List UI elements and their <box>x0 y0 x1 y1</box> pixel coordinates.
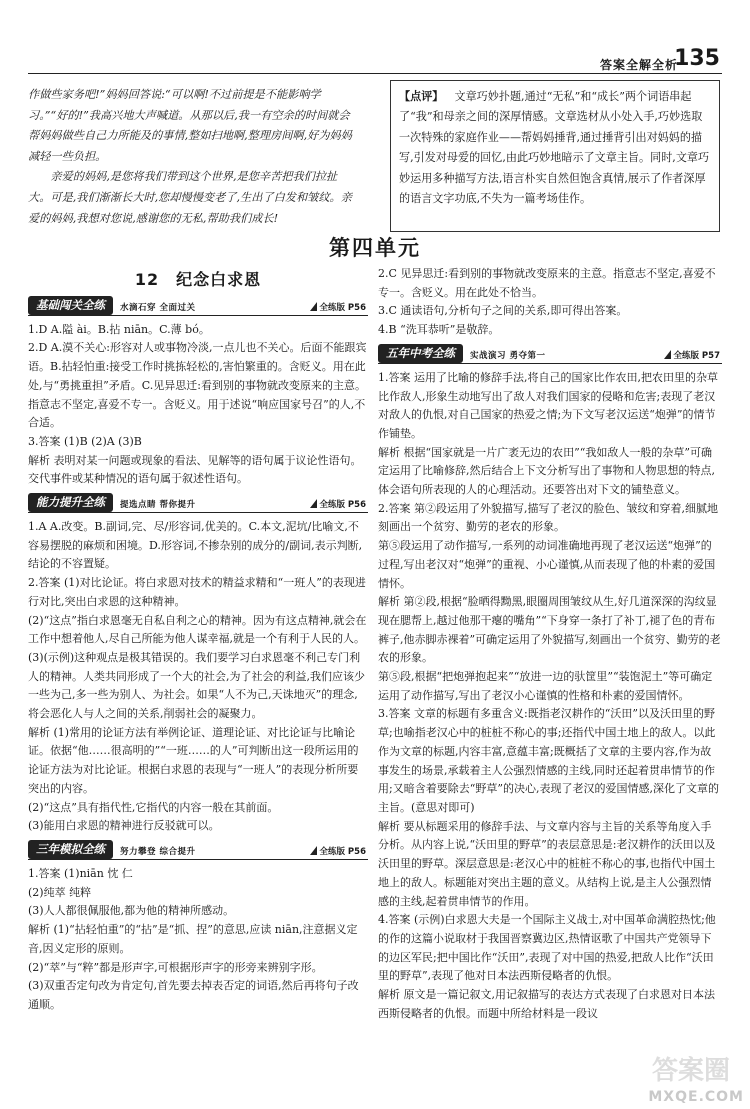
answer-item: 1.A A.改变。B.副词,完、尽/形容词,优美的。C.本文,泥坑/比喻文,不容易摆脱的麻烦和困境。D.形容词,不掺杂别的成分的/副词,表示判断,结论的不容置疑。 <box>28 520 363 571</box>
essay-continuation <box>28 85 356 229</box>
watermark-logo: 答案圈 <box>651 1056 730 1086</box>
watermark-site: MXQE.COM <box>648 1089 744 1105</box>
answer-item: (2)“这点”具有指代性,它指代的内容一般在其前面。 <box>28 800 279 814</box>
lesson-title <box>28 271 368 290</box>
section-banner-basic <box>28 296 368 316</box>
answer-item: (3)双重否定句改为肯定句,首先要去掉表否定的词语,然后再将句子改通顺。 <box>28 979 359 1011</box>
section-subtitle: 努力攀登 综合提升 <box>120 846 196 857</box>
answer-item: 1.答案 运用了比喻的修辞手法,将自己的国家比作农田,把农田里的杂草比作敌人,形象生动地写出了敌人对我们国家的侵略和危害;表现了老汉对敌人的仇恨,对自己国家的热爱之情;为下文写老汉运送“炮弹”的情节作铺垫。 <box>378 370 718 440</box>
answer-item: 2.C 见异思迁:看到别的事物就改变原来的主意。指意志不坚定,喜爱不专一。含贬义。用在此处不恰当。 <box>378 267 716 299</box>
section-label: 基础闯关全练 <box>28 296 113 315</box>
answer-item: 4.答案 (示例)白求恩大夫是一个国际主义战士,对中国革命满腔热忱;他的作的这篇小说取材于我国晋察冀边区,热情讴歌了中国共产党领导下的边区军民;把中国比作“沃田”,表现了对中国的热爱,把敌人比作“沃田里的野草”,表现了他对日本法西斯侵略者的仇恨。 <box>378 913 716 983</box>
section-label: 五年中考全练 <box>378 344 463 363</box>
section-banner-ability <box>28 493 368 513</box>
answer-item: 2.D A.漠不关心:形容对人或事物冷淡,一点儿也不关心。后面不能跟宾语。B.拈轻怕重:接受工作时挑拣轻松的,害怕繁重的。含贬义。用在此处,与“勇挑重担”矛盾。C.见异思迁:看到别的事物就改变原来的主意。指意志不坚定,喜爱不专一。含贬义。用于述说“响应国家号召”的人,不合适。 <box>28 341 367 430</box>
header-title: 答案全解全析 <box>599 58 678 72</box>
answer-item: (2)“这点”指白求恩毫无自私自利之心的精神。因为有这点精神,就会在工作中想着他人,尽自己所能为他人谋幸福,就是一个有利于人民的人。 <box>28 613 367 646</box>
answer-item: (2)纯萃 纯粹 <box>28 885 92 899</box>
comment-label: 【点评】 <box>399 90 444 103</box>
section-ref: 全练版 P56 <box>310 496 366 515</box>
comment-text: 文章巧妙扑题,通过“无私”和“成长”两个词语串起了“我”和母亲之间的深厚情感。文章选材从小处入手,巧妙选取一次特殊的家庭作业——帮妈妈捶背,通过捶背引出对妈妈的描写,引发对母爱的回忆,由此巧妙地暗示了文章主旨。同时,文章巧妙运用多种描写方法,语言朴实自然但饱含真情,展示了作者深厚的语言文字功底,不失为一篇考场佳作。 <box>399 90 710 206</box>
section-banner-five-year <box>378 344 722 364</box>
answer-item: 解析 原文是一篇记叙文,用记叙描写的表达方式表现了白求恩对日本法西斯侵略者的仇恨。而题中所给材料是一段议 <box>378 988 715 1020</box>
answer-item: 第⑤段运用了动作描写,一系列的动词准确地再现了老汉运送“炮弹”的过程,写出老汉对“炮弹”的重视、小心谨慎,从而表现了他的朴素的爱国情怀。 <box>378 539 716 590</box>
answer-item: 解析 表明对某一问题或现象的看法、见解等的语句属于议论性语句。交代事件或某种情况的语句属于叙述性语句。 <box>28 453 362 486</box>
answer-item: 1.答案 (1)niān 忱 仁 <box>28 866 133 880</box>
answer-item: 解析 (1)常用的论证方法有举例论证、道理论证、对比论证与比喻论证。依据“他……很高明的”“一班……的人”可判断出这一段所运用的论证方法为对比论证。根据白求恩的表现与“一班人”的表现分析所要突出的内容。 <box>28 725 359 795</box>
answer-item: (3)人人都很佩服他,都为他的精神所感动。 <box>28 904 235 918</box>
section-ref: 全练版 P56 <box>310 843 366 862</box>
header-rule <box>28 73 722 74</box>
section-label: 能力提升全练 <box>28 493 113 512</box>
watermark <box>614 1055 744 1105</box>
answer-item: 解析 第②段,根据“脸晒得黝黑,眼圈周围皱纹从生,好几道深深的沟纹显现在腮帮上,越过他那干瘪的嘴角”“下身穿一条打了补丁,褪了色的青布裤子,他赤脚赤裸着”可确定运用了外貌描写,刻画出一个贫穷、勤劳的老农的形象。 <box>378 595 721 665</box>
lesson-number: 12 <box>134 270 160 289</box>
answer-item: 2.答案 第②段运用了外貌描写,描写了老汉的脸色、皱纹和穿着,细腻地刻画出一个贫穷、勤劳的老农的形象。 <box>378 501 718 534</box>
answer-item: (2)“萃”与“粹”都是形声字,可根据形声字的形旁来辨别字形。 <box>28 960 323 974</box>
answer-item: 1.D A.隘 ài。B.拈 niān。C.薄 bó。 <box>28 322 210 336</box>
section-label: 三年模拟全练 <box>28 840 113 859</box>
section-subtitle: 实战演习 勇夺第一 <box>470 350 546 361</box>
essay-paragraph: 作做些家务吧!”妈妈回答说:“可以啊!不过前提是不能影响学习。”“好的!”我高兴地大声喊道。从那以后,我一有空余的时间就会帮妈妈做些自己力所能及的事情,整如扫地啊,整理房间啊,好为妈妈减轻一些负担。 <box>28 88 352 163</box>
answer-item: 4.B “洗耳恭听”是敬辞。 <box>378 323 500 337</box>
arrow-icon <box>664 350 671 359</box>
answer-item: 3.答案 文章的标题有多重含义:既指老汉耕作的“沃田”以及沃田里的野草;也喻指老汉心中的桩桩不称心的事;还指代中国土地上的敌人。以此作为文章的标题,内容丰富,意蕴丰富;既概括了文章的主要内容,作为故事发生的场景,承载着主人公强烈情感的主线,同时还起着贯串情节的作用;又暗含着要除去“野草”的决心,表现了老汉的爱国情感,深化了文章的主旨。(意思对即可) <box>378 707 719 814</box>
answer-item: 第⑤段,根据“把炮弹抱起来”“放进一边的驮筐里”“装饱泥土”等可确定运用了动作描写,写出了老汉小心谨慎的性格和朴素的爱国情怀。 <box>378 670 713 702</box>
page-number: 135 <box>674 46 720 71</box>
answer-item: (3)(示例)这种观点是极其错误的。我们要学习白求恩毫不利己专门利人的精神。人类共同形成了一个大的社会,为了社会的利益,我们应该少一些为己,多一些为别人、为社会。如果“人不为己,天诛地灭”的理念,将会恶化人与人之间的关系,削弱社会的凝聚力。 <box>28 650 365 721</box>
right-column <box>378 265 722 1023</box>
unit-title: 第四单元 <box>329 236 421 260</box>
lesson-name: 纪念白求恩 <box>176 270 262 289</box>
section-subtitle: 提选点睛 帮你提升 <box>120 500 196 511</box>
answer-item: 解析 要从标题采用的修辞手法、与文章内容与主旨的关系等角度入手分析。从内容上说,“沃田里的野草”的表层意思是:老汉耕作的沃田以及沃田里的野草。深层意思是:老汉心中的桩桩不称心的事,也指代中国土地上的敌人。标题能对突出主题的意义。从结构上说,是主人公强烈情感的主线,起着贯串情节的作用。 <box>378 819 716 908</box>
arrow-icon <box>310 302 317 311</box>
comment-box <box>390 80 720 232</box>
arrow-icon <box>310 846 317 855</box>
section-banner-three-year <box>28 840 368 860</box>
answer-item: 2.答案 (1)对比论证。将白求恩对技术的精益求精和“一班人”的表现进行对比,突出白求恩的这种精神。 <box>28 576 366 608</box>
answer-item: 3.答案 (1)B (2)A (3)B <box>28 434 142 448</box>
left-column <box>28 265 368 1015</box>
section-ref: 全练版 P56 <box>310 299 366 318</box>
answer-item: (3)能用白求恩的精神进行反驳就可以。 <box>28 819 220 833</box>
running-header <box>0 0 750 80</box>
answer-item: 3.C 通读语句,分析句子之间的关系,即可得出答案。 <box>378 304 628 318</box>
section-subtitle: 水滴石穿 全面过关 <box>120 302 196 313</box>
essay-paragraph: 亲爱的妈妈,是您将我们带到这个世界,是您辛苦把我们拉扯大。可是,我们渐渐长大时,您却慢慢变老了,生出了白发和皱纹。亲爱的妈妈,我想对您说,感谢您的无私,帮助我们成长! <box>28 170 352 225</box>
answer-item: 解析 (1)“拈轻怕重”的“拈”是“抓、捏”的意思,应读 niān,注意据义定音,因义定形的原则。 <box>28 923 358 955</box>
answer-item: 解析 根据“国家就是一片广袤无边的农田”“我如敌人一般的杂草”可确定运用了比喻修辞,然后结合上下文分析写出了事物和人物思想的特点,体会语句所表现的人的心理活动。还要答出对下文的铺垫意义。 <box>378 445 715 497</box>
section-ref: 全练版 P57 <box>664 347 720 366</box>
arrow-icon <box>310 499 317 508</box>
